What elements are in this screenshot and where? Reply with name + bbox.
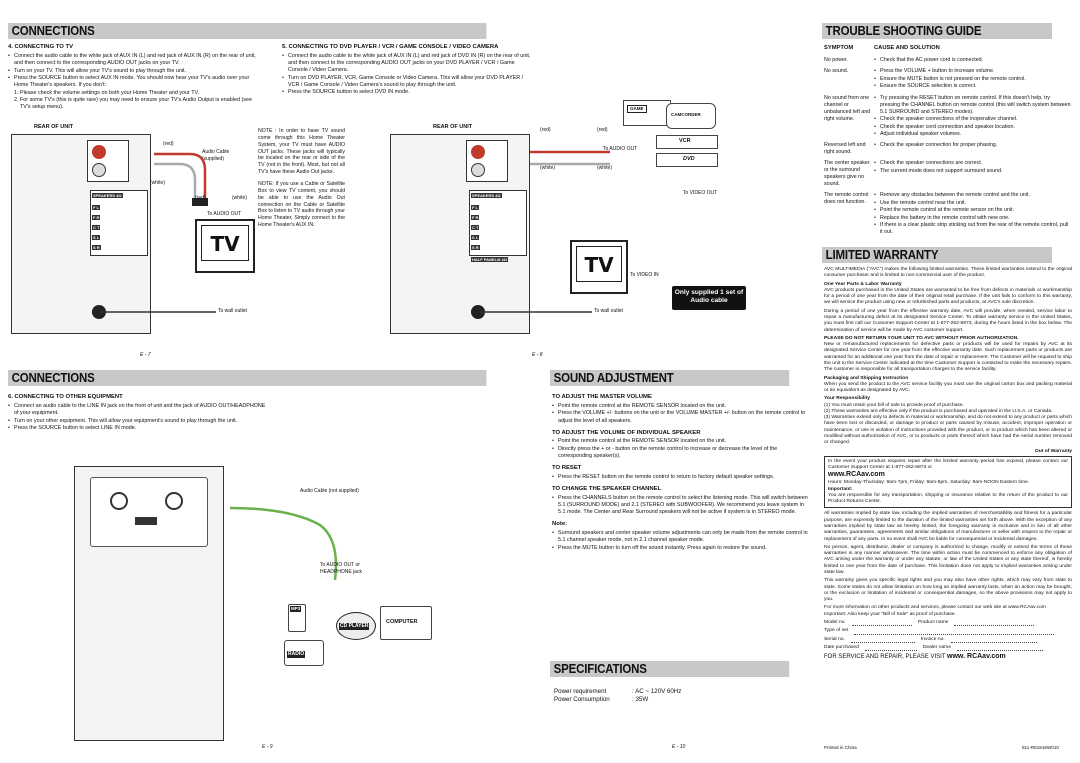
field-label: Date purchased <box>824 644 859 650</box>
rear-label-dvd: REAR OF UNIT <box>433 124 473 130</box>
game-console-icon <box>623 100 671 126</box>
tv-cable-diagram <box>150 140 250 220</box>
list-item: • Press the SOURCE button to select AUX IN mode. You should now hear your TV's audio over your Home Theater's speakers. If you don't: <box>8 75 263 89</box>
model-code: 811-R51916W010 <box>1022 745 1059 750</box>
video-out-label: To VIDEO OUT <box>683 190 718 196</box>
section-title: 6. CONNECTING TO OTHER EQUIPMENT <box>8 394 123 400</box>
field-label: Dealer name <box>922 644 952 650</box>
cable-label-other: Audio Cable (not supplied) <box>300 488 359 494</box>
jack-label: F R <box>472 215 479 220</box>
red-label-dvd-2: (red) <box>597 127 608 133</box>
power-cord <box>100 310 220 320</box>
page-number: E - 9 <box>262 744 273 750</box>
game-label: GAME <box>627 105 647 113</box>
spec-row <box>554 696 804 704</box>
list-item: • The current mode does not support surround sound. <box>874 168 1071 175</box>
camcorder-icon <box>666 103 716 129</box>
section-title: 4. CONNECTING TO TV <box>8 44 74 50</box>
red-label-dvd: (red) <box>540 127 551 133</box>
warranty-header: LIMITED WARRANTY <box>822 247 1052 263</box>
warranty-heading: PLEASE DO NOT RETURN YOUR UNIT TO AVC WITHOUT PRIOR AUTHORIZATION. <box>824 335 1019 341</box>
sound-heading: TO ADJUST THE VOLUME OF INDIVIDUAL SPEAKER <box>552 429 701 436</box>
note-text: NOTE : In order to have TV sound come through this Home Theater System, your TV must have AUDIO OUT jacks. These jacks will typically be located on the rear or side of the TV (not in the front). Most, but not all TV's have these Audio Out jacks. <box>258 128 345 176</box>
jack-label: C T <box>472 225 479 230</box>
sound-heading: TO RESET <box>552 465 582 472</box>
speaker-strip-label: SPEAKERS 4Ω <box>472 193 501 198</box>
paragraph: AVC products purchased in the United States are warranted to be free from defects in materials or workmanship for a period of one year from the date of their original retail purchase. If the unit fails to conform to this warranty, we will service the product using new or refurbished parts and products, at AVC's sole discretion. <box>824 287 1072 306</box>
paragraph: For more information on other products and services, please contact our web site at www.RCAav.com <box>824 605 1046 611</box>
jack-label: F L <box>93 205 99 210</box>
list-item: • Replace the battery in the remote control with new one. <box>874 215 1071 222</box>
trouble-header: TROUBLE SHOOTING GUIDE <box>822 23 1052 39</box>
trouble-table <box>824 44 1072 240</box>
warranty-text <box>824 267 1072 662</box>
page-number: E - 10 <box>672 744 686 750</box>
list-item: • Turn on your other equipment. This will allow your equipment's sound to play through the unit. <box>8 418 268 425</box>
list-item: • Turn on DVD PLAYER, VCR, Game Console or Video Camera. This will allow your DVD PLAYER / VCR / Game Console / Video Camera's sound to play through the unit. <box>282 75 532 89</box>
power-cord-dvd <box>480 310 600 320</box>
list-item: • Use the remote control near the unit. <box>874 200 1071 207</box>
audio-out-label: To AUDIO OUT <box>207 211 242 217</box>
table-row <box>824 67 1072 93</box>
white-label-2: (white) <box>232 195 248 201</box>
list-item: • Ensure the SOURCE selection is correct. <box>874 83 1071 90</box>
tv-illustration-dvd <box>570 240 628 294</box>
rear-label: REAR OF UNIT <box>34 124 74 130</box>
record-row <box>824 645 1072 651</box>
spec-value: : AC ~ 120V 60Hz <box>632 688 682 695</box>
camcorder-label: CAMCORDER <box>671 112 701 117</box>
list-item: • Connect an audio cable to the LINE IN jack on the front of unit and the jack of AUDIO OUT/HEADPHONE of your equipment. <box>8 403 268 417</box>
list-item: • Press the SOURCE button to select LINE IN mode. <box>8 425 268 432</box>
list-item: • Point the remote control at the remote sensor on the unit. <box>874 207 1071 214</box>
white-label-dvd: (white) <box>540 165 556 171</box>
paragraph: Hours: Monday-Thursday: 9am-7pm, Friday: 9am-5pm, Saturday: 9am-NOON Eastern time. <box>828 480 1030 486</box>
field-label: Type of set <box>824 628 849 634</box>
section-other-equipment <box>8 394 268 433</box>
sound-heading: TO CHANGE THE SPEAKER CHANNEL <box>552 486 662 493</box>
radio-icon <box>284 640 324 666</box>
list-item: • Point the remote control at the REMOTE SENSOR located on the unit. <box>552 403 810 410</box>
section-connect-dvd <box>282 44 532 97</box>
page-number: E - 8 <box>532 352 543 358</box>
specs-header: SPECIFICATIONS <box>550 661 789 677</box>
important-label: Important: <box>828 486 853 492</box>
jack-label: S R <box>472 245 479 250</box>
list-item: 1. Please check the volume settings on both your Home Theater and your TV. <box>14 89 200 96</box>
list-item: • If there is a clear plastic strip sticking out from the rear of the remote control, pull it out. <box>874 222 1071 236</box>
list-item: • Remove any obstacles between the remote control and the unit. <box>874 192 1071 199</box>
paragraph: New or remanufactured replacements for defective parts or products will be used for repairs by AVC at its designated Service Center for one year from the effective warranty date. Such replacement parts or products are warranted for an additional one year from the date of repair or replacement. The Customer will be required to ship the unit to the Service Center indicated at the time Customer Support is contacted to make the necessary repairs. The customer is responsible for all transportation charges to the service facility. <box>824 342 1072 373</box>
mp3-player-icon <box>288 604 306 632</box>
dvd-player-icon <box>656 153 718 167</box>
page-number: E - 7 <box>140 352 151 358</box>
list-item: • Connect the audio cable to the white jack of AUX IN (L) and red jack of AUX IN (R) on the rear of unit, and then connect to the corresponding AUDIO OUT jacks on your TV. <box>8 53 263 67</box>
list-item: • Check the speaker connections are correct. <box>874 160 1071 167</box>
jack-label: F R <box>93 215 100 220</box>
table-row <box>824 141 1072 159</box>
paragraph: In the event your product requires repair after the limited warranty period has expired, please contact our Customer Support Center at 1-877-252-6873 or <box>828 458 1068 471</box>
field-label: Invoice no. <box>920 636 945 642</box>
sound-heading: TO ADJUST THE MASTER VOLUME <box>552 394 652 400</box>
field-label: Product name <box>917 619 949 625</box>
wall-label-dvd: To wall outlet <box>594 308 623 314</box>
warranty-heading: One Year Parts & Labor Warranty <box>824 281 902 287</box>
list-item: • Check that the AC power cord is connected. <box>874 57 1071 64</box>
specs-table <box>554 688 804 704</box>
cd-player-icon <box>336 612 376 640</box>
table-row <box>824 191 1072 239</box>
red-label: (red) <box>163 141 174 147</box>
tv-illustration <box>195 219 255 273</box>
paragraph: All warranties implied by state law, including the implied warranties of merchantability and fitness for a particular purpose, are expressly limited to the duration of the limited warranties set forth above. With the exception of any warranties implied by state law as hereby limited, the foregoing warranty is exclusive and in lieu of all other warranties, guarantees, agreements and similar obligations of manufacturer or seller with respect to the repair or replacement of any parts. In no event shall AVC be liable for consequential or incidental damages. <box>824 511 1072 542</box>
white-label-dvd-2: (white) <box>597 165 613 171</box>
record-row <box>824 628 1072 634</box>
col-header: SYMPTOM <box>824 45 854 51</box>
list-item: • Press the CHANNELS button on the remote control to select the listening mode. This will switch between 5.1 (SURROUND MODE) and 2.1 (STEREO with SUBWOOFER). We recommend you leave system in 5.1 mode. The Center and Rear Surround speakers will not be active if system is in STEREO mode. <box>552 495 810 516</box>
front-unit-diagram <box>74 466 224 741</box>
warranty-heading: Packaging and Shipping Instruction <box>824 375 909 381</box>
jack-label: S L <box>93 235 100 240</box>
computer-icon <box>380 606 432 640</box>
paragraph: (3) Warranties extend only to defects in material or workmanship, and do not extend to any product or parts which have been lost or discarded, or damage to product or parts caused by misuse, accident, improper operation or maintenance, or use in violation of instructions provided with the product, or to product which has been altered or modified without authorization of AVC, or to products or parts thereof which have had the serial number removed or changed. <box>824 415 1072 446</box>
sound-header: SOUND ADJUSTMENT <box>550 370 789 386</box>
list-item: • Check the speaker connections of the inoperative channel. <box>874 116 1071 123</box>
paragraph: (2) These warranties are effective only if the product is purchased and operated in the U.S.A. or Canada. <box>824 408 1053 414</box>
col-header: CAUSE AND SOLUTION <box>874 45 940 51</box>
list-item: • Surround speakers and center speaker volume adjustments can only be made from the remote control in 5.1 channel speaker mode, not in 2.1 channel speaker mode. <box>552 530 810 544</box>
symptom: The remote control does not function. <box>824 192 869 206</box>
paragraph: When you send the product to the AVC service facility you must use the original carton box and packing material or an equivalent as designated by AVC. <box>824 381 1072 394</box>
list-item: • Connect the audio cable to the white jack of AUX IN (L) and red jack of DVD IN (R) on the rear of unit, and then connect to the corresponding AUDIO OUT jacks on your DVD PLAYER / VCR / Game Console / Video Camera. <box>282 53 532 74</box>
section-connect-tv <box>8 44 263 111</box>
red-label-2: (red) <box>195 195 206 201</box>
cd-label: CD PLAYER <box>340 623 369 629</box>
support-box <box>824 456 1072 509</box>
mp3-label: MP3 <box>291 606 301 611</box>
paragraph: AVC MULTIMEDIA ("AVC") makes the following limited warranties. These limited warranties extend to the original consumer purchaser and is limited to non-commercial user of the product. <box>824 267 1072 279</box>
video-in-label: To VIDEO IN <box>630 272 659 278</box>
tv-note <box>258 128 345 229</box>
jack-label: S R <box>93 245 100 250</box>
field-label: Serial no. <box>824 636 845 642</box>
section-title: 5. CONNECTING TO DVD PLAYER / VCR / GAME CONSOLE / VIDEO CAMERA <box>282 44 499 50</box>
paragraph: (1) You must retain your bill of sale to provide proof of purchase. <box>824 402 964 408</box>
warranty-heading: Your Responsibility <box>824 396 870 402</box>
dvd-label: DVD <box>683 156 695 162</box>
spec-label: Power Consumption <box>554 696 610 704</box>
list-item: 2. For some TV's (this is quite rare) you may need to ensure your TV's Audio Output is enabled (see TV's setup menu). <box>14 97 252 111</box>
rear-panel-diagram <box>11 134 151 334</box>
audio-out-label-other: To AUDIO OUT or HEADPHONE jack <box>320 562 362 575</box>
field-label: Model no. <box>824 619 846 625</box>
service-link[interactable]: www. RCAav.com <box>947 653 1006 661</box>
tv-screen-label: TV <box>576 246 622 282</box>
service-text: FOR SERVICE AND REPAIR, PLEASE VISIT <box>824 654 946 661</box>
list-item: • Ensure the MUTE button is not pressed on the remote control. <box>874 76 1071 83</box>
list-item: • Press the RESET button on the remote control to return to factory default speaker settings. <box>552 474 810 481</box>
computer-label: COMPUTER <box>386 619 418 625</box>
jack-label: C T <box>93 225 100 230</box>
note-text-2: NOTE: If you use a Cable or Satellite Box to view TV content, you should be able to use the Audio Out connection on the Cable or Satellite Box to listen to TV audio through your Home Theater, Simply connect to the Home Theater's AUX IN. <box>258 181 345 229</box>
vcr-icon <box>656 135 718 149</box>
note-heading: Note: <box>552 521 568 528</box>
list-item: • Press the SOURCE button to select DVD IN mode. <box>282 89 532 96</box>
connections-header-top: CONNECTIONS <box>8 23 486 39</box>
printed-label: Printed in China <box>824 745 857 750</box>
list-item: • Press the VOLUME +/- buttons on the unit or the VOLUME MASTER +/- button on the remote control to adjust the level of all speakers. <box>552 410 810 424</box>
service-line <box>824 653 1072 662</box>
paragraph: No person, agent, distributor, dealer or company is authorized to change, modify or extend the terms of these warranties in any manner whatsoever. The time within action must be commenced to enforce any obligation of AVC arising under the warranty or under any statute, or law of the United States or any state thereof, is hereby limited to one year from the date of purchase. This limitation does not apply to implied warranties arising under state law. <box>824 544 1072 575</box>
spec-label: Power requirement <box>554 688 607 695</box>
record-row <box>824 620 1072 626</box>
out-of-warranty-heading: Out of Warranty <box>1034 448 1072 454</box>
jack-label: F L <box>472 205 478 210</box>
supplied-badge: Only supplied 1 set of Audio cable <box>672 286 746 310</box>
list-item: • Directly press the + or - button on the remote control to increase or decrease the level of the corresponding speaker(s). <box>552 446 810 460</box>
jack-label: S L <box>472 235 479 240</box>
paragraph: During a period of one year from the effective warranty date, AVC will provide, when needed, service labor to repair a manufacturing defect at its designated Service Center. To obtain warranty service in the United States, you must first call our Customer Support Center at 1-877-252-6873, during the hours listed in the box below. The determination of service will be made by AVC customer support. <box>824 308 1072 333</box>
table-row <box>824 56 1072 67</box>
wall-label: To wall outlet <box>218 308 247 314</box>
speaker-strip-label: SPEAKERS 4Ω <box>93 193 122 198</box>
list-item: • Press the MUTE button to turn off the sound instantly. Press again to restore the sound. <box>552 545 810 552</box>
tv-screen-label: TV <box>201 225 249 261</box>
list-item: • Check the speaker cord connection and speaker location. <box>874 124 1071 131</box>
table-row <box>824 159 1072 191</box>
list-item: • Press the VOLUME + button to increase volume. <box>874 68 1071 75</box>
list-item: • Adjust individual speaker volumes. <box>874 131 1071 138</box>
symptom: Reversed left and right sound. <box>824 142 866 156</box>
list-item: • Check the speaker connection for proper phasing. <box>874 142 1071 149</box>
cable-label: Audio Cable (supplied) <box>202 149 230 162</box>
table-row <box>824 94 1072 142</box>
list-item: • Turn on your TV. This will allow your TV's sound to play through the unit. <box>8 68 263 75</box>
rear-panel-diagram-dvd <box>390 134 530 334</box>
connections-header-bottom: CONNECTIONS <box>8 370 486 386</box>
sound-text <box>552 394 810 553</box>
spec-row <box>554 688 804 696</box>
audio-out-label-dvd: To AUDIO OUT <box>603 146 638 152</box>
paragraph: This warranty gives you specific legal rights and you may also have other rights, which may vary from state to state. Some states do not allow limitation on how long an implied warranty lasts, when an action may be brought, or the exclusion or limitation of incidental or consequential damages, so the above provisions may not apply to you. <box>824 578 1072 603</box>
symptom: No power. <box>824 56 848 63</box>
half-panel-label: HALF PANEL/8 4Ω <box>472 257 507 262</box>
white-label: (white) <box>150 180 166 186</box>
symptom: The center speaker or the surround speakers give no sound. <box>824 160 870 188</box>
vcr-label: VCR <box>679 138 691 144</box>
radio-label: RADIO <box>288 651 305 657</box>
paragraph: Important: Also keep your "Bill of Sale" as proof of purchase. <box>824 611 956 617</box>
symptom: No sound from one channel or unbalanced left and right volume. <box>824 94 871 122</box>
list-item: • Try pressing the RESET button on remote control. If this doesn't help, try pressing the CHANNEL button on remote control (this will switch system between 5.1 SURROUND and STEREO modes). <box>874 95 1071 116</box>
website-link[interactable]: www.RCAav.com <box>828 471 885 479</box>
symptom: No sound. <box>824 68 849 75</box>
list-item: • Point the remote control at the REMOTE SENSOR located on the unit. <box>552 438 810 445</box>
spec-value: : 35W <box>632 696 649 704</box>
paragraph: You are responsible for any transportation, shipping or insurance relative to the return of the product to our Product Returns Center. <box>828 492 1068 505</box>
record-row <box>824 637 1072 643</box>
